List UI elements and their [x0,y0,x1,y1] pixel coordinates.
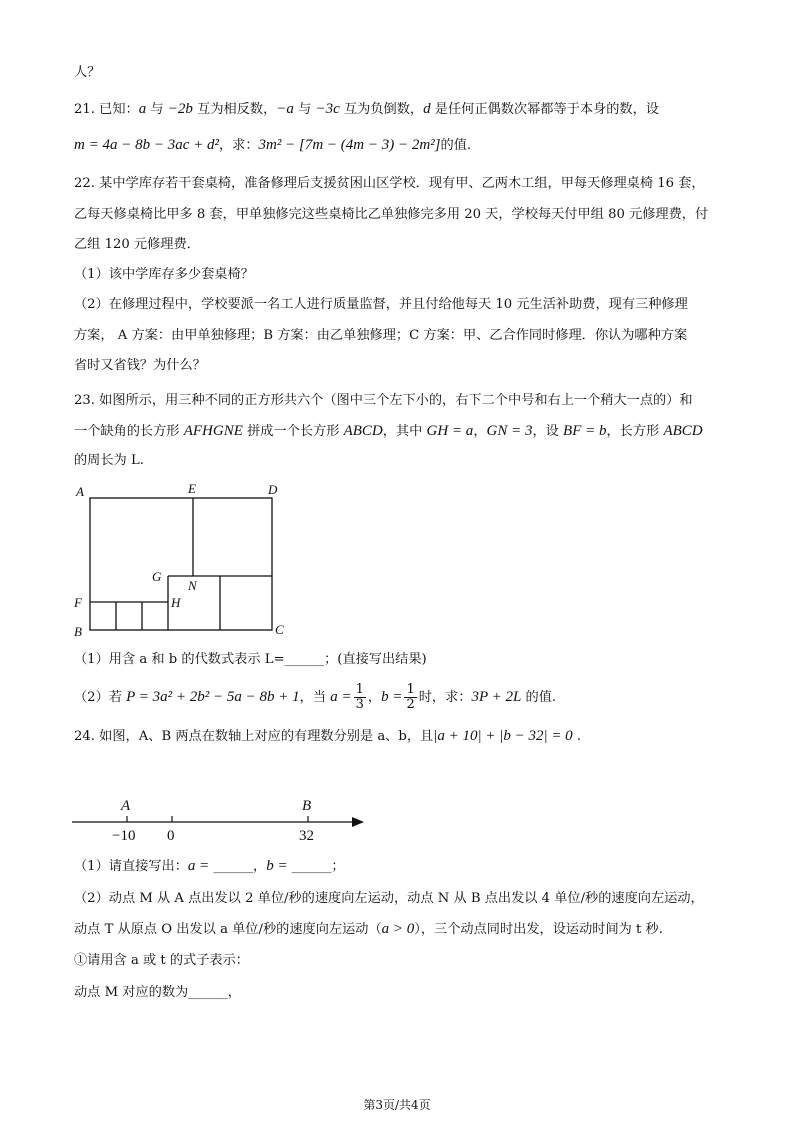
tick-label-a: −10 [112,828,136,844]
q22-line6: 方案， A 方案：由甲单独修理；B 方案：由乙单独修理；C 方案：甲、乙合作同时修理．你认为哪种方案 [74,328,688,343]
tick-label-b: 32 [299,828,314,844]
q24-sub3: ①请用含 a 或 t 的式子表示： [74,953,249,968]
tick-label-0: 0 [167,828,175,844]
number-line [66,792,376,848]
q23-sub1: （1）用含 a 和 b 的代数式表示 L=______；(直接写出结果) [74,652,427,667]
q24-sub4: 动点 M 对应的数为______， [74,985,241,1000]
axis-arrow-head [352,817,364,827]
q21-line2: m = 4a − 8b − 3ac + d²，求：3m² − [7m − (4m − 3) − 2m²]的值. [74,137,472,153]
rectangle-figure [66,476,296,644]
q22-line2: 乙每天修桌椅比甲多 8 套，甲单独修完这些桌椅比乙单独修完多用 20 天，学校每天付甲组 80 元修理费，付 [74,207,709,222]
label-H: H [171,595,181,610]
q22-line7: 省时又省钱？为什么？ [74,358,206,373]
label-G: G [152,569,162,584]
q22-line1: 22. 某中学库存若干套桌椅，准备修理后支援贫困山区学校．现有甲、乙两木工组，甲每天修理桌椅 16 套， [74,176,705,191]
q23-line2: 一个缺角的长方形 AFHGNE 拼成一个长方形 ABCD，其中 GH = a，GN = 3，设 BF = b，长方形 ABCD [74,423,703,439]
q24-line1: 24. 如图，A、B 两点在数轴上对应的有理数分别是 a、b，且|a + 10| + |b − 32| = 0 . [74,728,582,744]
label-B: B [74,624,82,639]
label-A: A [76,484,84,499]
label-A: A [121,798,131,814]
label-F: F [74,595,82,610]
q24-sub2-line2: 动点 T 从原点 O 出发以 a 单位/秒的速度向左运动（a > 0），三个动点同时出发，设运动时间为 t 秒. [74,921,663,937]
q21-line1: 21. 已知：a 与 −2b 互为相反数，−a 与 −3c 互为负倒数，d 是任何正偶数次幂都等于本身的数，设 [74,101,659,117]
q22-line4: （1）该中学库存多少套桌椅？ [74,267,254,282]
label-D: D [268,482,278,497]
q23-sub2: （2）若 P = 3a² + 2b² − 5a − 8b + 1，当 a = $\frac{1}{3}$ ，b = $\frac{1}{2}$ 时，求：3P + 2L 的值. [74,682,557,712]
outer-rectangle [90,498,272,630]
q24-sub2-line1: （2）动点 M 从 A 点出发以 2 单位/秒的速度向左运动，动点 N 从 B 点出发以 4 单位/秒的速度向左运动， [74,891,704,906]
fraction-one-third: $\frac{1}{3}$ [355,682,364,712]
fraction-one-half: $\frac{1}{2}$ [406,682,415,712]
q23-line3: 的周长为 L. [74,453,144,468]
label-C: C [275,622,284,637]
q23-line1: 23. 如图所示，用三种不同的正方形共六个（图中三个左下小的，右下二个中号和右上一个稍大一点的）和 [74,393,693,408]
q24-sub1: （1）请直接写出：a = ______，b = ______； [74,858,345,874]
q22-line3: 乙组 120 元修理费． [74,237,200,252]
page-footer: 第3页/共4页 [363,1098,431,1112]
label-B: B [302,798,312,814]
label-N: N [188,578,197,593]
text-line: 人？ [74,65,101,80]
q22-line5: （2）在修理过程中，学校要派一名工人进行质量监督，并且付给他每天 10 元生活补助费，现有三种修理 [74,297,688,312]
label-E: E [188,481,196,496]
